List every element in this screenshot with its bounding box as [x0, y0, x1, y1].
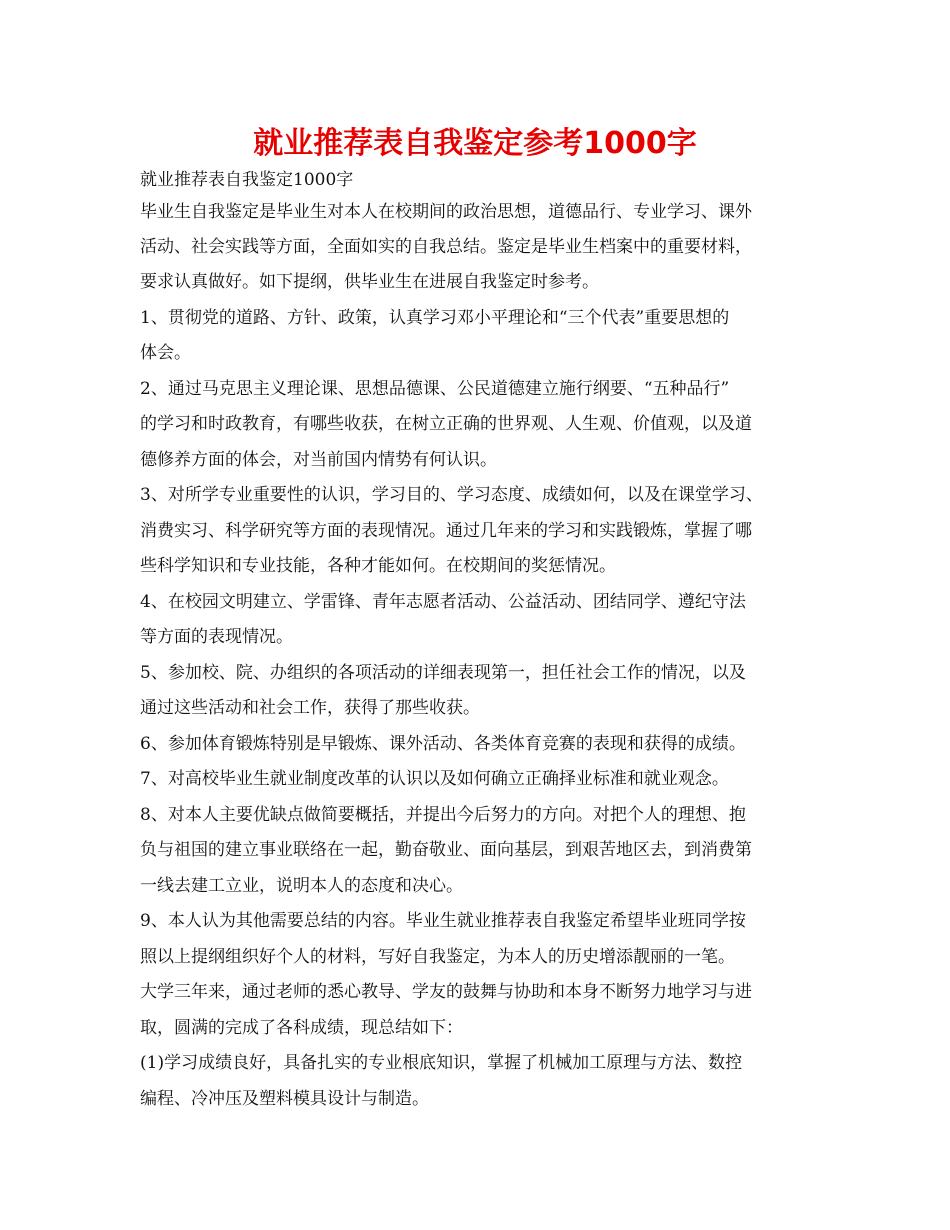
text-line: 7、对高校毕业生就业制度改革的认识以及如何确立正确择业标准和就业观念。: [140, 769, 729, 789]
text-line: 编程、冷冲压及塑料模具设计与制造。: [140, 1089, 429, 1109]
text-line: 9、本人认为其他需要总结的内容。毕业生就业推荐表自我鉴定希望毕业班同学按: [140, 911, 746, 931]
text-line: 德修养方面的体会，对当前国内情势有何认识。: [140, 450, 497, 470]
text-line: 6、参加体育锻炼特别是早锻炼、课外活动、各类体育竞赛的表现和获得的成绩。: [140, 734, 746, 754]
text-line: (1)学习成绩良好，具备扎实的专业根底知识，掌握了机械加工原理与方法、数控: [140, 1053, 743, 1073]
text-line: 体会。: [140, 343, 191, 363]
text-line: 8、对本人主要优缺点做简要概括，并提出今后努力的方向。对把个人的理想、抱: [140, 805, 746, 825]
text-line: 2、通过马克思主义理论课、思想品德课、公民道德建立施行纲要、“五种品行”: [140, 379, 730, 399]
text-line: 4、在校园文明建立、学雷锋、青年志愿者活动、公益活动、团结同学、遵纪守法: [140, 592, 746, 612]
text-line: 5、参加校、院、办组织的各项活动的详细表现第一，担任社会工作的情况，以及: [140, 663, 746, 683]
text-line: 要求认真做好。如下提纲，供毕业生在进展自我鉴定时参考。: [140, 272, 599, 292]
text-line: 等方面的表现情况。: [140, 627, 293, 647]
text-line: 大学三年来，通过老师的悉心教导、学友的鼓舞与协助和本身不断努力地学习与进: [140, 982, 752, 1002]
text-line: 1、贯彻党的道路、方针、政策，认真学习邓小平理论和“三个代表”重要思想的: [140, 308, 730, 328]
text-line: 些科学知识和专业技能，各种才能如何。在校期间的奖惩情况。: [140, 556, 616, 576]
subtitle-line: 就业推荐表自我鉴定1000字: [140, 170, 354, 190]
text-line: 负与祖国的建立事业联络在一起，勤奋敬业、面向基层，到艰苦地区去，到消费第: [140, 840, 752, 860]
document-title: 就业推荐表自我鉴定参考1000字: [253, 126, 697, 161]
text-line: 3、对所学专业重要性的认识，学习目的、学习态度、成绩如何，以及在课堂学习、: [140, 485, 763, 505]
text-line: 消费实习、科学研究等方面的表现情况。通过几年来的学习和实践锻炼，掌握了哪: [140, 521, 752, 541]
text-line: 照以上提纲组织好个人的材料，写好自我鉴定，为本人的历史增添靓丽的一笔。: [140, 947, 735, 967]
text-line: 取，圆满的完成了各科成绩，现总结如下：: [140, 1018, 463, 1038]
text-line: 通过这些活动和社会工作，获得了那些收获。: [140, 698, 480, 718]
text-line: 一线去建工立业，说明本人的态度和决心。: [140, 876, 463, 896]
text-line: 活动、社会实践等方面，全面如实的自我总结。鉴定是毕业生档案中的重要材料，: [140, 237, 752, 257]
text-line: 毕业生自我鉴定是毕业生对本人在校期间的政治思想，道德品行、专业学习、课外: [140, 202, 752, 222]
text-line: 的学习和时政教育，有哪些收获，在树立正确的世界观、人生观、价值观，以及道: [140, 414, 752, 434]
